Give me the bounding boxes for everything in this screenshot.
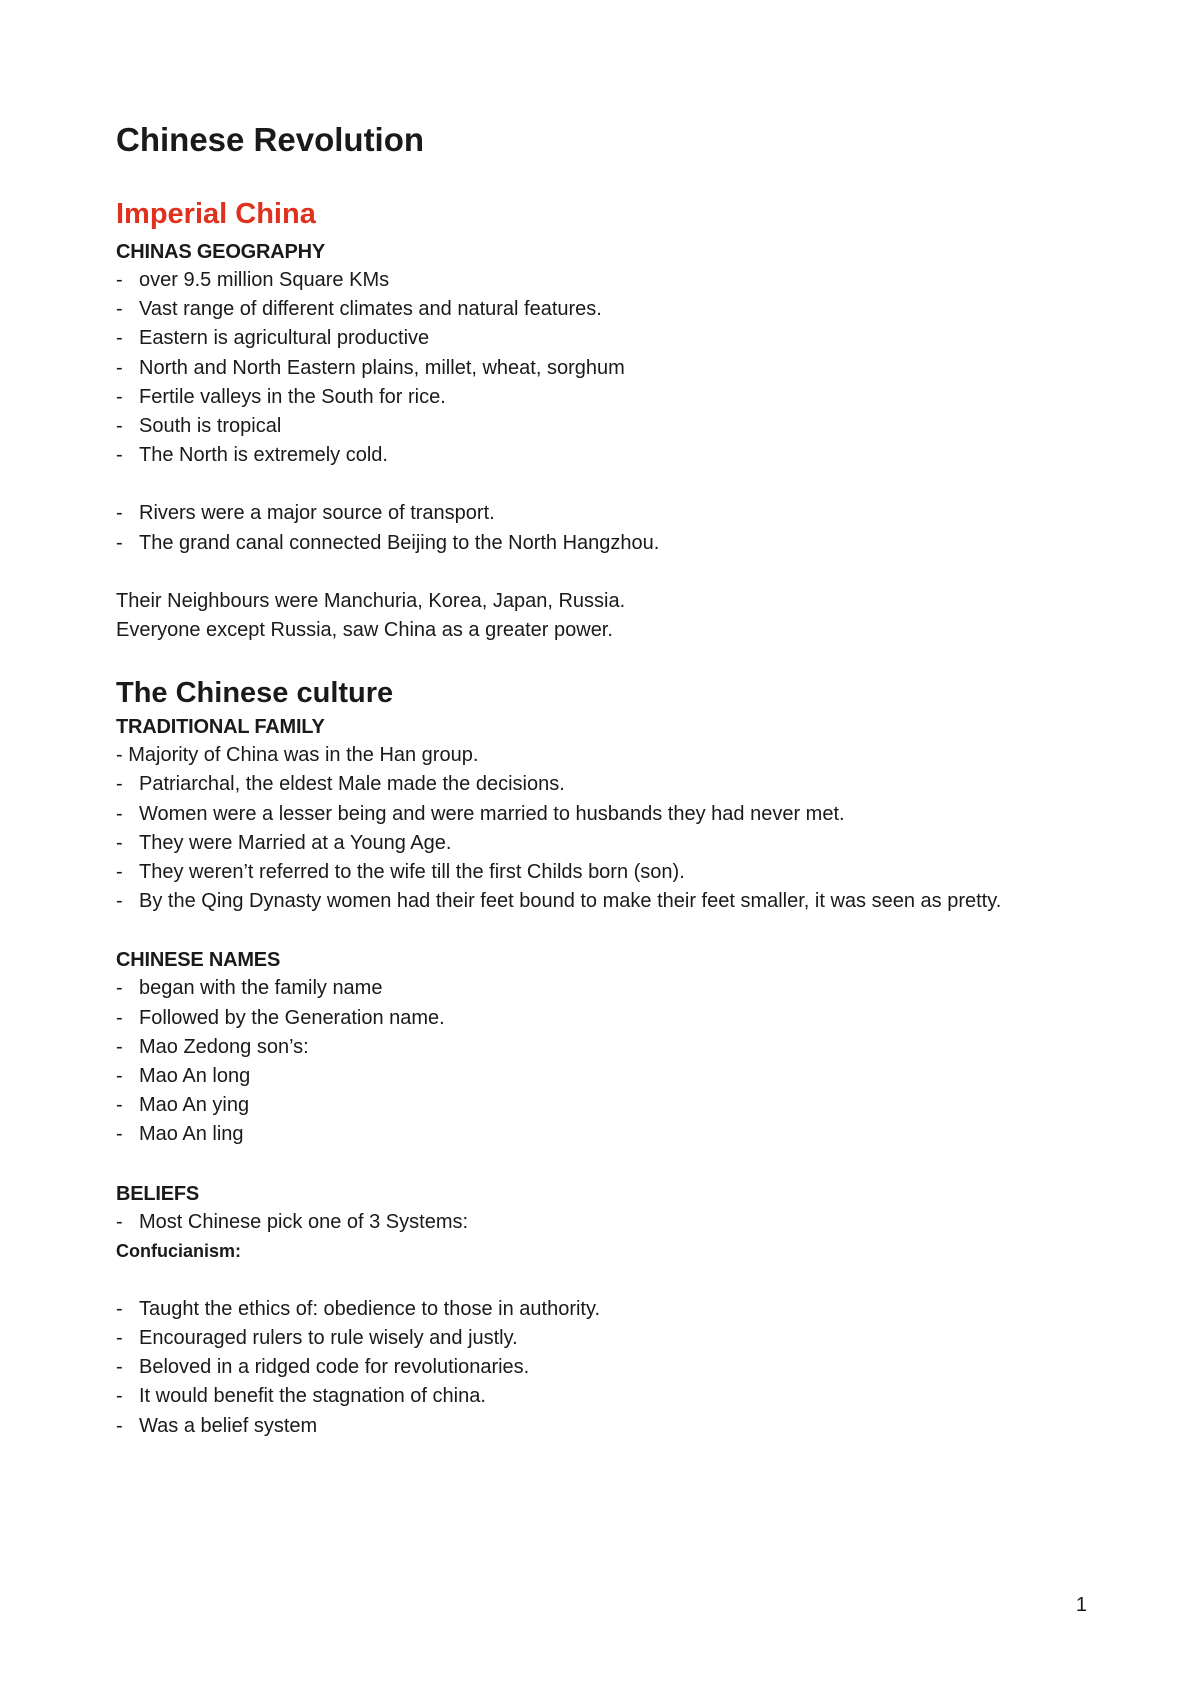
list-item	[116, 1062, 1076, 1091]
list-item	[116, 1004, 1076, 1033]
list-item	[116, 887, 1076, 916]
list-item	[116, 1295, 1076, 1324]
list-item-text: Mao An ling	[139, 1123, 244, 1146]
subheading-traditional-family: TRADITIONAL FAMILY	[116, 716, 325, 739]
list-item-text: By the Qing Dynasty women had their feet bound to make their feet smaller, it was seen as pretty.	[139, 890, 1002, 913]
power-paragraph: Everyone except Russia, saw China as a greater power.	[116, 619, 613, 642]
list-item	[116, 974, 1076, 1003]
list-item-text: Fertile valleys in the South for rice.	[139, 385, 446, 408]
list-item	[116, 266, 1076, 295]
dash-bullet: -	[116, 802, 123, 825]
list-item	[116, 1353, 1076, 1382]
list-item-text: Mao An long	[139, 1065, 251, 1088]
dash-bullet: -	[116, 531, 123, 554]
dash-bullet: -	[116, 415, 123, 438]
document-title: Chinese Revolution	[116, 121, 425, 158]
list-item-text: Women were a lesser being and were married to husbands they had never met.	[139, 802, 845, 825]
rivers-list	[116, 499, 1076, 557]
dash-bullet: -	[116, 444, 123, 467]
dash-bullet: -	[116, 890, 123, 913]
neighbours-paragraph: Their Neighbours were Manchuria, Korea, Japan, Russia.	[116, 589, 626, 612]
dash-bullet: -	[116, 1094, 123, 1117]
list-item-text: Encouraged rulers to rule wisely and justly.	[139, 1327, 518, 1350]
dash-bullet: -	[116, 1356, 123, 1379]
dash-bullet: -	[116, 1210, 123, 1233]
list-item	[116, 354, 1076, 383]
list-item-text: Beloved in a ridged code for revolutionaries.	[139, 1356, 530, 1379]
dash-bullet: -	[116, 977, 123, 1000]
list-item	[116, 441, 1076, 470]
dash-bullet: -	[116, 831, 123, 854]
list-item-text: They were Married at a Young Age.	[139, 831, 452, 854]
list-item	[116, 1382, 1076, 1411]
dash-bullet: -	[116, 1414, 123, 1437]
list-item	[116, 829, 1076, 858]
confucianism-label: Confucianism:	[116, 1240, 242, 1261]
list-item	[116, 529, 1076, 558]
list-item-text: The North is extremely cold.	[139, 444, 388, 467]
dash-bullet: -	[116, 1006, 123, 1029]
dash-bullet: -	[116, 1123, 123, 1146]
list-item-text: Taught the ethics of: obedience to those in authority.	[139, 1297, 601, 1320]
list-item-text: Mao An ying	[139, 1094, 250, 1117]
list-item	[116, 858, 1076, 887]
family-first-line: - Majority of China was in the Han group.	[116, 744, 479, 767]
dash-bullet: -	[116, 327, 123, 350]
list-item	[116, 383, 1076, 412]
list-item	[116, 1324, 1076, 1353]
dash-bullet: -	[116, 298, 123, 321]
family-list	[116, 770, 1076, 916]
list-item	[116, 800, 1076, 829]
list-item-text: Was a belief system	[139, 1414, 318, 1437]
list-item	[116, 1091, 1076, 1120]
page-content	[116, 120, 1076, 1441]
confucianism-list	[116, 1295, 1076, 1441]
list-item	[116, 295, 1076, 324]
dash-bullet: -	[116, 861, 123, 884]
list-item	[116, 1120, 1076, 1149]
dash-bullet: -	[116, 1065, 123, 1088]
list-item	[116, 770, 1076, 799]
list-item	[116, 1208, 1076, 1237]
list-item	[116, 499, 1076, 528]
beliefs-list	[116, 1208, 1076, 1237]
list-item-text: began with the family name	[139, 977, 383, 1000]
list-item-text: Vast range of different climates and natural features.	[139, 298, 602, 321]
subheading-chinas-geography: CHINAS GEOGRAPHY	[116, 241, 326, 263]
list-item	[116, 412, 1076, 441]
list-item-text: Followed by the Generation name.	[139, 1006, 445, 1029]
list-item-text: Patriarchal, the eldest Male made the decisions.	[139, 773, 565, 796]
list-item-text: Mao Zedong son’s:	[139, 1035, 309, 1058]
page-number: 1	[1075, 1594, 1087, 1616]
names-list	[116, 974, 1076, 1149]
list-item-text: The grand canal connected Beijing to the North Hangzhou.	[139, 531, 660, 554]
list-item-text: North and North Eastern plains, millet, wheat, sorghum	[139, 356, 625, 379]
list-item-text: It would benefit the stagnation of china.	[139, 1385, 486, 1408]
section-heading-imperial-china: Imperial China	[116, 198, 316, 230]
list-item	[116, 324, 1076, 353]
subheading-beliefs: BELIEFS	[116, 1182, 200, 1205]
dash-bullet: -	[116, 1327, 123, 1350]
section-heading-chinese-culture: The Chinese culture	[116, 677, 394, 710]
dash-bullet: -	[116, 269, 123, 291]
dash-bullet: -	[116, 773, 123, 796]
subheading-chinese-names: CHINESE NAMES	[116, 949, 281, 972]
dash-bullet: -	[116, 1385, 123, 1408]
geography-list	[116, 266, 1076, 470]
list-item	[116, 1033, 1076, 1062]
list-item-text: Rivers were a major source of transport.	[139, 502, 495, 525]
dash-bullet: -	[116, 1297, 123, 1320]
dash-bullet: -	[116, 356, 123, 379]
list-item-text: South is tropical	[139, 415, 282, 438]
list-item-text: Eastern is agricultural productive	[139, 327, 430, 350]
list-item-text: Most Chinese pick one of 3 Systems:	[139, 1210, 469, 1233]
dash-bullet: -	[116, 502, 123, 525]
list-item-text: over 9.5 million Square KMs	[139, 269, 390, 291]
dash-bullet: -	[116, 1035, 123, 1058]
list-item-text: They weren’t referred to the wife till the first Childs born (son).	[139, 861, 685, 884]
dash-bullet: -	[116, 385, 123, 408]
list-item	[116, 1412, 1076, 1441]
